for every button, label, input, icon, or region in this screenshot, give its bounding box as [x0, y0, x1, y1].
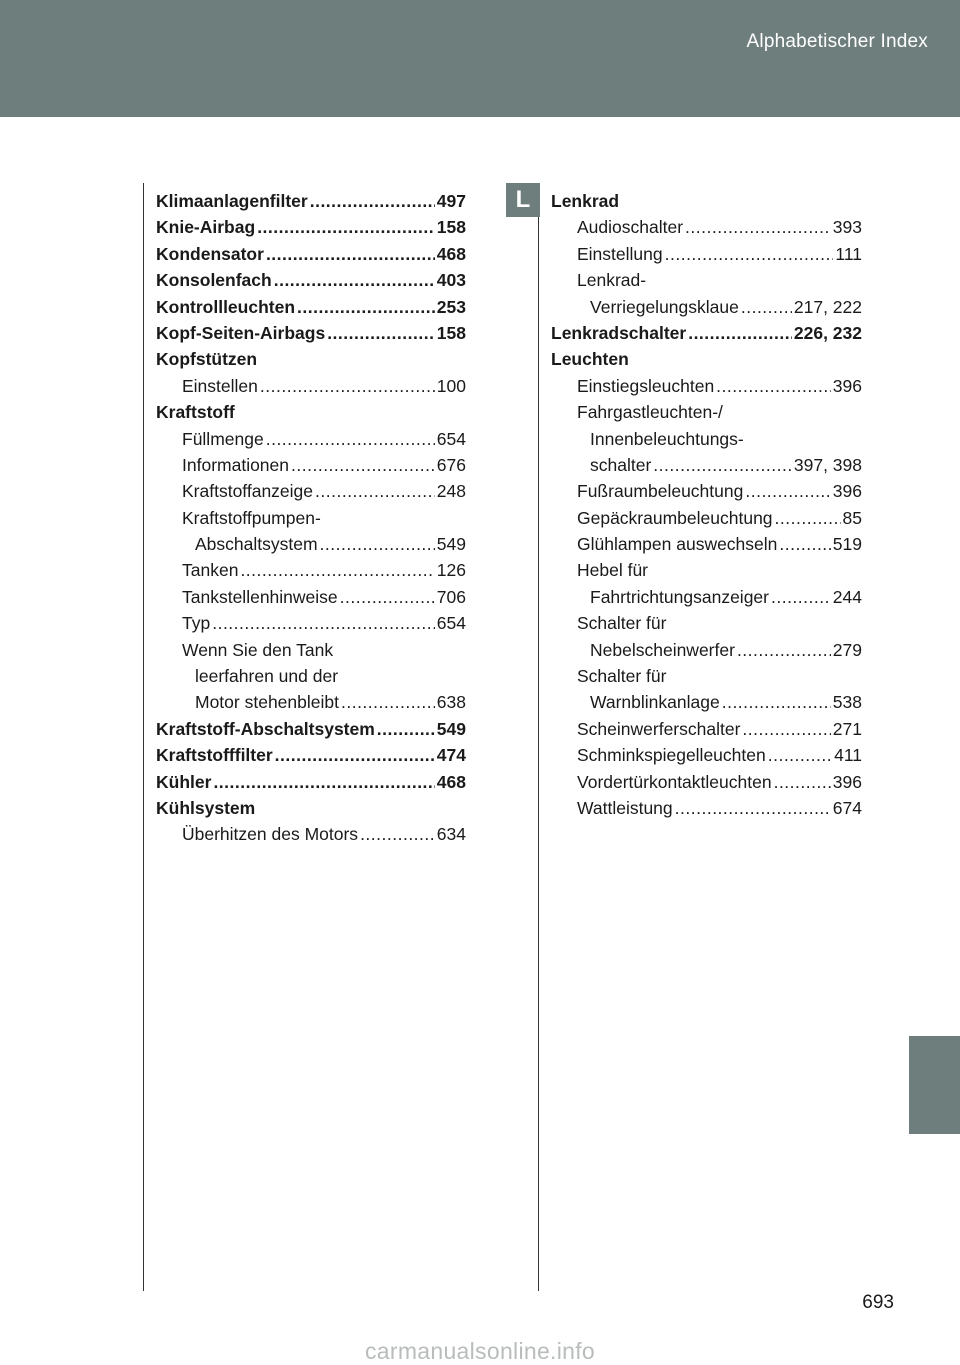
index-entry-label: Fußraumbeleuchtung — [577, 481, 744, 502]
index-entry-main — [551, 320, 862, 346]
index-entry-label: Informationen — [182, 454, 290, 475]
index-entry-sub — [156, 584, 466, 610]
dot-leader — [320, 531, 435, 557]
index-entry-page-ref[interactable]: 271 — [832, 718, 862, 739]
dot-leader — [722, 689, 831, 715]
index-entry-label: Kontrollleuchten — [156, 296, 296, 317]
index-entry-label: Konsolenfach — [156, 270, 272, 291]
dot-leader — [274, 267, 435, 293]
index-entry-sub — [156, 452, 466, 478]
index-entry-sub — [156, 505, 466, 531]
index-entry-sub — [156, 663, 466, 689]
index-entry-label: Kraftstoff-Abschaltsystem — [156, 718, 375, 739]
index-entry-page-ref[interactable]: 468 — [436, 771, 466, 792]
index-entry-page-ref[interactable]: 226, 232 — [793, 322, 862, 343]
dot-leader — [775, 505, 841, 531]
index-column-right — [551, 188, 862, 821]
dot-leader — [260, 373, 435, 399]
index-entry-sub — [156, 531, 466, 557]
index-entry-page-ref[interactable]: 654 — [436, 428, 466, 449]
index-entry-sub — [156, 426, 466, 452]
index-entry-main — [156, 241, 466, 267]
index-entry-main — [156, 716, 466, 742]
index-entry-page-ref[interactable]: 638 — [436, 692, 466, 713]
section-letter-badge: L — [506, 183, 540, 217]
index-entry-main — [156, 399, 466, 425]
index-entry-label: Kraftstoff — [156, 402, 235, 423]
index-entry-label: Innenbeleuchtungs- — [590, 428, 744, 449]
index-entry-label: Schalter für — [577, 613, 667, 634]
index-entry-sub — [156, 689, 466, 715]
index-entry-page-ref[interactable]: 549 — [436, 718, 466, 739]
index-entry-label: Glühlampen auswechseln — [577, 534, 778, 555]
index-entry-page-ref[interactable]: 634 — [436, 824, 466, 845]
index-entry-page-ref[interactable]: 549 — [436, 534, 466, 555]
middle-column-rule — [538, 183, 539, 1291]
index-entry-label: Hebel für — [577, 560, 649, 581]
index-entry-page-ref[interactable]: 519 — [832, 534, 862, 555]
index-entry-sub — [551, 795, 862, 821]
index-entry-main — [156, 346, 466, 372]
index-entry-page-ref[interactable]: 217, 222 — [793, 296, 862, 317]
index-entry-label: Schminkspiegelleuchten — [577, 745, 766, 766]
dot-leader — [240, 557, 434, 583]
dot-leader — [310, 188, 435, 214]
dot-leader — [675, 795, 831, 821]
index-entry-sub — [551, 557, 862, 583]
index-entry-sub — [551, 426, 862, 452]
dot-leader — [741, 294, 792, 320]
dot-leader — [768, 742, 832, 768]
index-entry-sub — [551, 294, 862, 320]
dot-leader — [212, 610, 435, 636]
dot-leader — [771, 584, 831, 610]
index-entry-label: Kraftstoffpumpen- — [182, 507, 321, 528]
dot-leader — [327, 320, 435, 346]
index-entry-sub — [551, 584, 862, 610]
index-entry-page-ref[interactable]: 674 — [832, 797, 862, 818]
dot-leader — [257, 214, 435, 240]
index-entry-sub — [551, 373, 862, 399]
index-entry-sub — [551, 610, 862, 636]
index-entry-label: Wenn Sie den Tank — [182, 639, 334, 660]
dot-leader — [341, 689, 435, 715]
index-entry-label: Schalter für — [577, 666, 667, 687]
index-entry-label: leerfahren und der — [195, 666, 339, 687]
index-column-left — [156, 188, 466, 848]
index-entry-page-ref[interactable]: 126 — [436, 560, 466, 581]
index-entry-sub — [551, 241, 862, 267]
page-number: 693 — [862, 1292, 894, 1313]
index-entry-page-ref[interactable]: 396 — [832, 771, 862, 792]
index-entry-label: Kopf-Seiten-Airbags — [156, 322, 326, 343]
dot-leader — [266, 241, 435, 267]
index-entry-label: Kraftstoffanzeige — [182, 481, 314, 502]
index-entry-label: Klimaanlagenfilter — [156, 191, 308, 211]
index-entry-page-ref[interactable]: 497 — [436, 191, 466, 211]
chapter-side-tab — [909, 1036, 960, 1134]
index-entry-main — [156, 742, 466, 768]
index-entry-label: Typ — [182, 613, 211, 634]
index-entry-label: Kraftstofffilter — [156, 745, 273, 766]
index-entry-main — [551, 346, 862, 372]
index-entry-sub — [551, 505, 862, 531]
index-entry-sub — [551, 742, 862, 768]
index-entry-page-ref[interactable]: 244 — [832, 586, 862, 607]
index-entry-main — [156, 769, 466, 795]
index-entry-label: Nebelscheinwerfer — [590, 639, 735, 660]
index-entry-main — [156, 188, 466, 214]
index-entry-sub — [156, 478, 466, 504]
index-entry-page-ref[interactable]: 100 — [436, 375, 466, 396]
index-entry-sub — [551, 689, 862, 715]
dot-leader — [737, 637, 831, 663]
dot-leader — [291, 452, 435, 478]
index-entry-main — [156, 795, 466, 821]
index-entry-label: Einstiegsleuchten — [577, 375, 715, 396]
index-entry-sub — [551, 452, 862, 478]
dot-leader — [297, 294, 435, 320]
index-entry-sub — [156, 373, 466, 399]
index-entry-sub — [156, 557, 466, 583]
index-entry-sub — [551, 637, 862, 663]
index-entry-page-ref[interactable]: 248 — [436, 481, 466, 502]
index-entry-main — [156, 320, 466, 346]
dot-leader — [360, 821, 435, 847]
dot-leader — [213, 769, 434, 795]
dot-leader — [742, 716, 830, 742]
index-entry-main — [551, 188, 862, 214]
index-entry-page-ref[interactable]: 468 — [436, 243, 466, 264]
index-entry-page-ref[interactable]: 393 — [832, 217, 862, 238]
index-entry-page-ref[interactable]: 253 — [436, 296, 466, 317]
index-entry-label: schalter — [590, 454, 652, 475]
index-entry-sub — [551, 531, 862, 557]
index-entry-label: Kondensator — [156, 243, 264, 264]
index-entry-page-ref[interactable]: 158 — [436, 217, 466, 238]
index-entry-page-ref[interactable]: 158 — [436, 322, 466, 343]
index-entry-page-ref[interactable]: 279 — [832, 639, 862, 660]
index-entry-sub — [551, 399, 862, 425]
index-entry-label: Leuchten — [551, 349, 629, 370]
dot-leader — [315, 478, 435, 504]
dot-leader — [716, 373, 831, 399]
dot-leader — [653, 452, 792, 478]
index-entry-page-ref[interactable]: 396 — [832, 481, 862, 502]
index-entry-label: Fahrgastleuchten-/ — [577, 402, 723, 423]
index-entry-page-ref[interactable]: 411 — [834, 745, 862, 766]
index-entry-page-ref[interactable]: 397, 398 — [793, 454, 862, 475]
watermark-text: carmanualsonline.info — [364, 1338, 596, 1364]
index-entry-page-ref[interactable]: 538 — [832, 692, 862, 713]
index-entry-sub — [551, 716, 862, 742]
dot-leader — [774, 769, 831, 795]
page-header-title: Alphabetischer Index — [746, 31, 928, 52]
index-entry-label: Verriegelungsklaue — [590, 296, 739, 317]
index-entry-label: Motor stehenbleibt — [195, 692, 339, 713]
index-entry-sub — [551, 769, 862, 795]
index-entry-sub — [156, 821, 466, 847]
index-entry-page-ref[interactable]: 403 — [436, 270, 466, 291]
index-entry-label: Audioschalter — [577, 217, 684, 238]
index-entry-label: Scheinwerferschalter — [577, 718, 741, 739]
index-entry-page-ref[interactable]: 396 — [832, 375, 862, 396]
index-entry-label: Tanken — [182, 560, 239, 581]
index-entry-label: Vordertürkontaktleuchten — [577, 771, 772, 792]
index-entry-label: Lenkrad — [551, 191, 620, 211]
index-entry-label: Knie-Airbag — [156, 217, 256, 238]
index-entry-sub — [551, 267, 862, 293]
index-entry-label: Abschaltsystem — [195, 534, 318, 555]
dot-leader — [745, 478, 830, 504]
index-entry-label: Tankstellenhinweise — [182, 586, 338, 607]
index-entry-sub — [551, 214, 862, 240]
dot-leader — [779, 531, 830, 557]
index-entry-sub — [551, 478, 862, 504]
index-entry-label: Gepäckraumbeleuchtung — [577, 507, 773, 528]
index-entry-label: Kopfstützen — [156, 349, 258, 370]
index-entry-label: Lenkrad- — [577, 270, 647, 291]
index-entry-label: Warnblinkanlage — [590, 692, 720, 713]
index-entry-page-ref[interactable]: 676 — [436, 454, 466, 475]
index-entry-main — [156, 214, 466, 240]
dot-leader — [377, 716, 435, 742]
index-entry-label: Wattleistung — [577, 797, 673, 818]
index-entry-page-ref[interactable]: 474 — [436, 745, 466, 766]
index-entry-main — [156, 267, 466, 293]
index-entry-label: Einstellung — [577, 243, 663, 264]
index-entry-page-ref[interactable]: 85 — [842, 507, 862, 528]
left-column-rule — [143, 183, 144, 1291]
dot-leader — [685, 214, 831, 240]
dot-leader — [340, 584, 435, 610]
dot-leader — [275, 742, 435, 768]
index-entry-label: Kühlsystem — [156, 797, 256, 818]
index-entry-sub — [551, 663, 862, 689]
index-entry-sub — [156, 637, 466, 663]
index-entry-page-ref[interactable]: 654 — [436, 613, 466, 634]
dot-leader — [665, 241, 834, 267]
index-entry-label: Überhitzen des Motors — [182, 824, 359, 845]
index-entry-label: Fahrtrichtungsanzeiger — [590, 586, 769, 607]
dot-leader — [688, 320, 792, 346]
dot-leader — [266, 426, 435, 452]
index-entry-main — [156, 294, 466, 320]
index-entry-label: Kühler — [156, 771, 212, 792]
index-entry-sub — [156, 610, 466, 636]
index-entry-label: Einstellen — [182, 375, 258, 396]
header-bar — [0, 0, 960, 117]
index-entry-label: Lenkradschalter — [551, 322, 687, 343]
index-entry-page-ref[interactable]: 111 — [835, 243, 862, 264]
index-entry-label: Füllmenge — [182, 428, 264, 449]
index-entry-page-ref[interactable]: 706 — [436, 586, 466, 607]
